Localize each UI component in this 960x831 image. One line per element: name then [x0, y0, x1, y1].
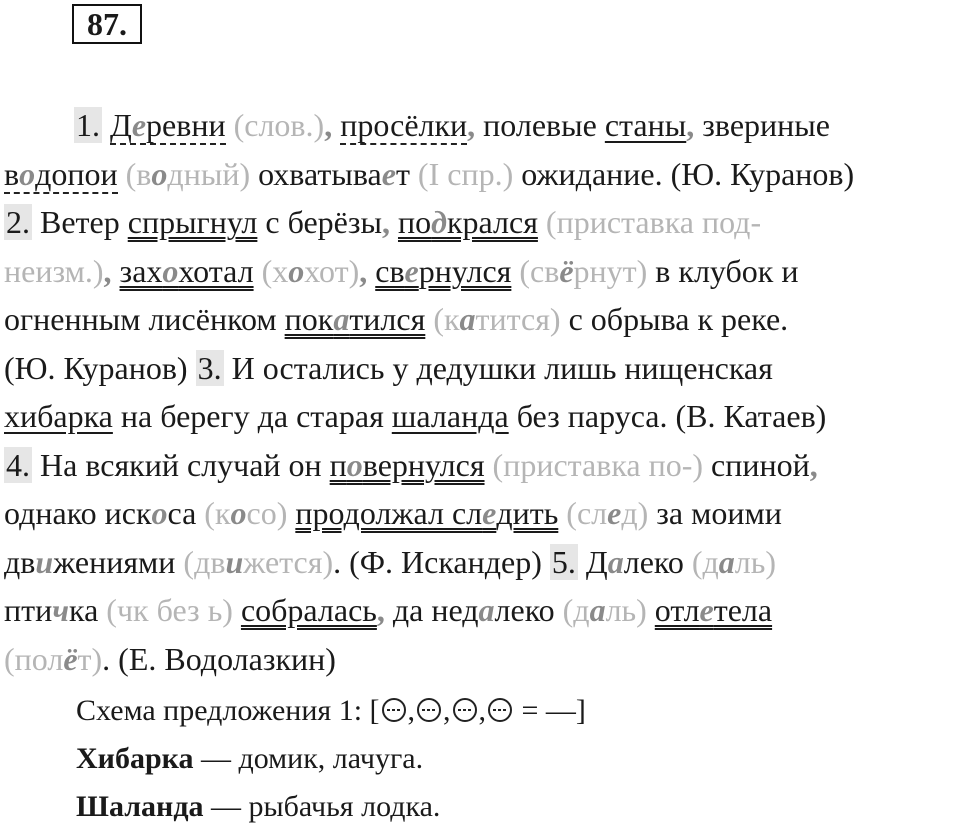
schema-circle-icon [486, 696, 514, 724]
text-line-12: (полёт). (Е. Водолазкин) [4, 640, 336, 677]
hint-dvizhetsya: (движется) [183, 543, 334, 580]
word-otletela: отлетела [654, 592, 773, 628]
word-nedaleko: да недалеко [392, 592, 555, 628]
hint-katitsya: (катится) [433, 301, 561, 337]
hint-polet: (полёт) [4, 640, 103, 677]
sentence-number-1: 1. [76, 107, 100, 143]
text-line-5: огненным лисёнком покатился (катится) с обрыва к реке. [4, 301, 789, 337]
definition-hibarka: Хибарка — домик, лачуга. [76, 742, 424, 775]
word-pokatilsya: покатился [284, 301, 426, 337]
hint-slov: (слов.) [233, 107, 325, 143]
text-line-9: однако искоса (косо) продолжал следить (след) за моими [4, 495, 782, 531]
word-proselki: просёлки [340, 107, 468, 143]
text-line-4: неизм.), захохотал (хохот), свернулся (свёрнут) в клубок и [4, 252, 799, 289]
text-line-3: 2. Ветер спрыгнул с берёзы, подкрался (приставка под- [6, 204, 762, 240]
hint-pristavka-po: (приставка по-) [492, 446, 704, 483]
text-line-6: (Ю. Куранов) 3. И остались у дедушки лишь нищенская [4, 349, 773, 386]
schema-circle-icon [451, 696, 479, 724]
sentence-number-5: 5. [551, 543, 576, 580]
hint-sled: (след) [566, 495, 649, 531]
hint-hohot: (хохот) [261, 252, 360, 289]
word-povernulsya: повернулся [329, 446, 485, 483]
definition-term: Шаланда [76, 790, 204, 823]
word-vodopoi: водопои [4, 155, 118, 192]
hint-spr: (I спр.) [417, 155, 514, 192]
exercise-text [4, 101, 956, 683]
text-line-8: 4. На всякий случай он повернулся (приставка по-) спиной, [6, 446, 818, 483]
word-dvizheniyami: движениями [4, 543, 176, 580]
definition-shalanda: Шаланда — рыбачья лодка. [76, 790, 441, 823]
text-line-7: хибарка на берегу да старая шаланда без паруса. (В. Катаев) [4, 398, 827, 434]
hint-svernut: (свёрнут) [519, 252, 648, 289]
word-daleko: Далеко [585, 543, 684, 580]
word-zahohotal: захохотал [119, 252, 254, 289]
definition-term: Хибарка [76, 742, 194, 775]
word-podkralsya: подкрался [397, 204, 538, 240]
sentence-number-3: 3. [197, 349, 222, 386]
text-line-1: 1. Деревни (слов.), просёлки, полевые станы, звериные [76, 107, 830, 143]
word-prodolzhal-sledit: продолжал следить [295, 495, 559, 531]
sentence-number-4: 4. [6, 446, 30, 483]
word-shalanda: шаланда [391, 398, 509, 434]
word-stany: станы [604, 107, 687, 143]
sentence-number-2: 2. [6, 204, 30, 240]
word-hibarka: хибарка [4, 398, 113, 434]
hint-koso: (косо) [204, 495, 288, 531]
hint-chk: (чк без ь) [106, 592, 233, 628]
word-ptichka: птичка [4, 592, 99, 628]
word-ohvatyvaet: охватывает [258, 155, 410, 192]
hint-vodny: (водный) [125, 155, 251, 192]
sentence-schema: Схема предложения 1: [ , , , = —] [76, 694, 586, 727]
word-svernulsya: свернулся [375, 252, 512, 289]
hint-pristavka-pod: (приставка под- [545, 204, 762, 240]
word-derevni: Деревни [110, 107, 226, 143]
schema-label: Схема предложения 1: [ [76, 694, 380, 727]
exercise-number: 87. [72, 4, 142, 44]
text-line-2: водопои (водный) охватывает (I спр.) ожидание. (Ю. Куранов) [4, 155, 855, 192]
text-line-11: птичка (чк без ь) собралась, да недалеко (даль) отлетела [4, 592, 773, 628]
word-iskosa: однако искоса [4, 495, 197, 531]
hint-dal-1: (даль) [691, 543, 776, 580]
schema-circle-icon [380, 696, 408, 724]
word-sobralas: собралась [240, 592, 377, 628]
hint-dal-2: (даль) [562, 592, 647, 628]
word-sprygnul: спрыгнул [127, 204, 258, 240]
text-line-10: движениями (движется). (Ф. Искандер) 5. Далеко (даль) [4, 543, 776, 580]
schema-circle-icon [415, 696, 443, 724]
